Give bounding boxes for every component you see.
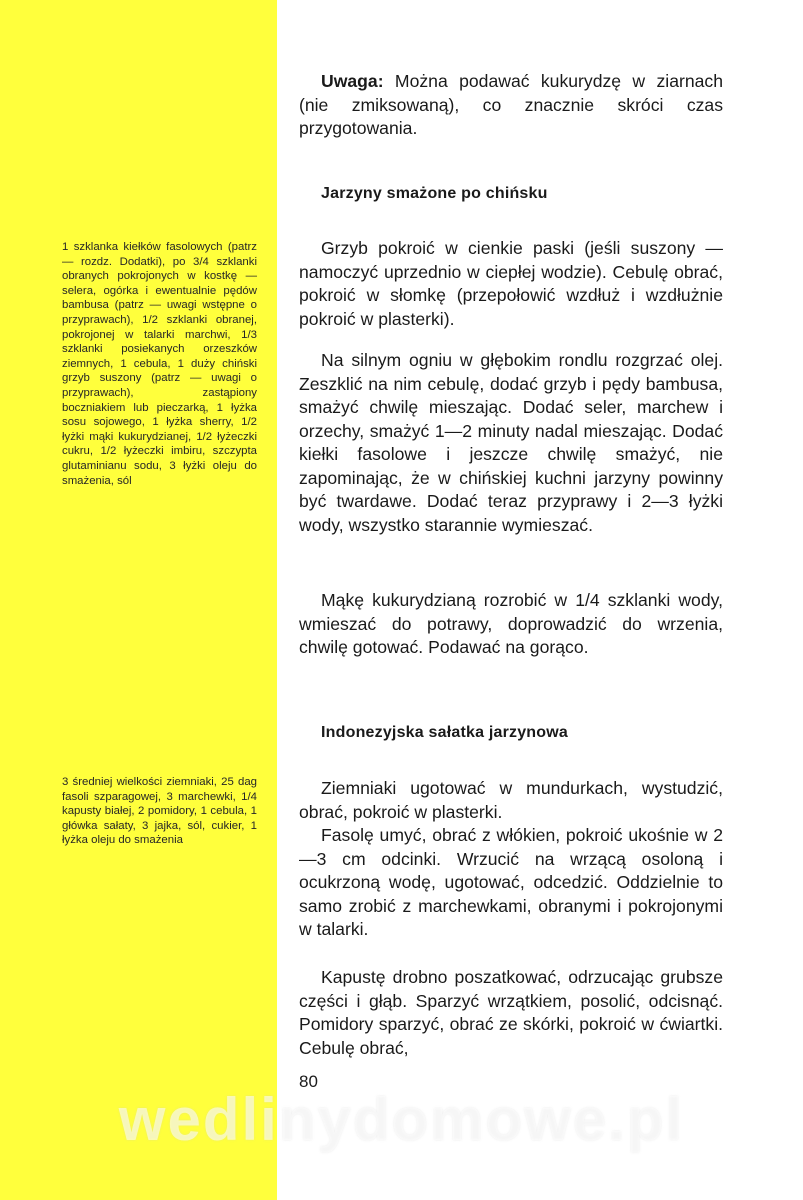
page-number: 80 [299, 1072, 318, 1091]
recipe2-paragraph-1: Ziemniaki ugotować w mundurkach, wystudzić, obrać, pokroić w plasterki. [299, 778, 723, 822]
recipe-title-indonesian-salad: Indonezyjska sałatka jarzynowa [321, 724, 568, 741]
watermark: wedlinydomowe.pl [118, 1086, 685, 1153]
recipe1-paragraph-3: Mąkę kukurydzianą rozrobić w 1/4 szklanki wody, wmieszać do potrawy, doprowadzić do wrzenia, chwilę gotować. Podawać na gorąco. [299, 590, 723, 657]
recipe1-paragraph-2: Na silnym ogniu w głębokim rondlu rozgrzać olej. Zeszklić na nim cebulę, dodać grzyb i pędy bambusa, smażyć chwilę mieszając. Dodać seler, marchew i orzechy, smażyć 1—2 minuty nadal mieszając. Dodać kiełki fasolowe i jeszcze chwilę smażyć, nie zapominając, że w chińskiej kuchni jarzyny powinny być twardawe. Dodać teraz przyprawy i 2—3 łyżki wody, wszystko starannie wymieszać. [299, 350, 723, 535]
recipe-title-chinese-vegetables: Jarzyny smażone po chińsku [321, 185, 548, 202]
ingredients-list-chinese-vegetables: 1 szklanka kiełków fasolowych (patrz — rozdz. Dodatki), po 3/4 szklanki obranych pokrojonych w kostkę — selera, ogórka i ewentualnie pędów bambusa (patrz — uwagi wstępne o przyprawach), 1/2 szklanki obranej, pokrojonej w talarki marchwi, 1/3 szklanki posiekanych orzeszków ziemnych, 1 cebula, 1 duży chiński grzyb suszony (patrz — uwagi o przyprawach), zastąpiony boczniakiem lub pieczarką, 1 łyżka sosu sojowego, 1 łyżka sherry, 1/2 łyżki mąki kukurydzianej, 1/2 łyżeczki cukru, 1/2 łyżeczki imbiru, szczypta glutaminianu sodu, 3 łyżki oleju do smażenia, sól [62, 241, 257, 487]
recipe2-paragraph-2: Fasolę umyć, obrać z włókien, pokroić ukośnie w 2—3 cm odcinki. Wrzucić na wrzącą osoloną i ocukrzoną wodę, ugotować, odcedzić. Oddzielnie to samo zrobić z marchewkami, obranymi i pokrojonymi w talarki. [299, 825, 723, 939]
note-paragraph [299, 70, 723, 141]
ingredients-list-indonesian-salad: 3 średniej wielkości ziemniaki, 25 dag fasoli szparagowej, 3 marchewki, 1/4 kapusty białej, 2 pomidory, 1 cebula, 1 główka sałaty, 3 jajka, sól, cukier, 1 łyżka oleju do smażenia [62, 776, 257, 847]
yellow-sidebar [0, 0, 277, 1200]
note-text: Można podawać kukurydzę w ziarnach (nie zmiksowaną), co znacznie skróci czas przygotowania. [299, 71, 723, 138]
recipe2-paragraph-3: Kapustę drobno poszatkować, odrzucając grubsze części i głąb. Sparzyć wrzątkiem, posolić, odcisnąć. Pomidory sparzyć, obrać ze skórki, pokroić w ćwiartki. Cebulę obrać, [299, 967, 723, 1058]
note-label: Uwaga: [321, 71, 384, 91]
recipe1-paragraph-1: Grzyb pokroić w cienkie paski (jeśli suszony — namoczyć uprzednio w ciepłej wodzie). Cebulę obrać, pokroić w słomkę (przepołowić wzdłuż i wzdłużnie pokroić w plasterki). [299, 238, 723, 329]
